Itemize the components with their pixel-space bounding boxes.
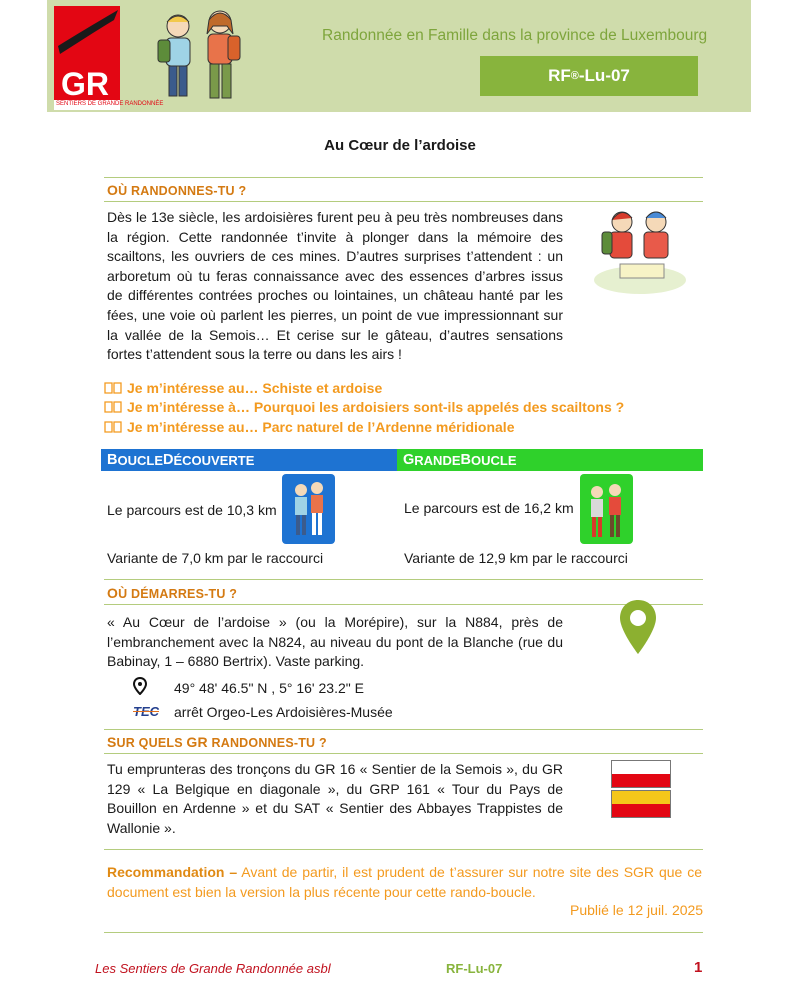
loop-grand-distance: Le parcours est de 16,2 km <box>404 500 574 516</box>
map-reading-kids-illustration-icon <box>590 198 690 298</box>
gr-paragraph: Tu emprunteras des tronçons du GR 16 « Sentier de la Semois », du GR 129 « La Belgique en diagonale », du GRP 161 « Tour du Pays de Bouillon en Ardenne » et du SAT « Sentier des Abbayes Trappistes de Wallonie ». <box>107 761 563 836</box>
grp-flag-yellow-red-icon <box>611 790 671 818</box>
location-pin-icon <box>618 598 658 656</box>
divider <box>104 849 703 850</box>
link-scailtons[interactable]: Je m’intéresse à… Pourquoi les ardoisiers sont-ils appelés des scailtons ? <box>104 398 624 418</box>
divider <box>104 729 703 730</box>
divider <box>104 932 703 933</box>
loop-discovery-variant: Variante de 7,0 km par le raccourci <box>107 550 324 566</box>
link-parc-naturel[interactable]: Je m’intéresse au… Parc naturel de l’Ardenne méridionale <box>104 417 624 437</box>
gr-logo <box>54 6 164 110</box>
recommendation-label: Recommandation – <box>107 864 238 880</box>
discovery-loop-badge <box>282 474 335 544</box>
published-date: Publié le 12 juil. 2025 <box>570 902 704 918</box>
gr-logo-text: GR <box>61 66 109 102</box>
gr-logo-subtext: SENTIERS DE GRANDE RANDONNÉE <box>56 101 164 107</box>
route-code-suffix: -Lu-07 <box>578 66 630 85</box>
open-book-icon <box>104 401 122 413</box>
loop-grand-variant: Variante de 12,9 km par le raccourci <box>404 550 628 566</box>
hikers-green-icon <box>580 474 633 544</box>
section-where-heading: OÙ RANDONNES-TU ? <box>107 182 247 198</box>
footer-organization: Les Sentiers de Grande Randonnée asbl <box>95 961 331 976</box>
route-code-registered: ® <box>570 70 579 82</box>
gps-coordinates: 49° 48' 46.5" N , 5° 16' 23.2" E <box>174 680 364 696</box>
intro-paragraph: Dès le 13e siècle, les ardoisières furent peu à peu très nombreuses dans la région. Cette randonnée t’invite à plonger dans la mémoire des scailtons, les ouvriers de ces mines. D’autres surprises t’attendent : un arboretum où tu feras connaissance avec des essences d’arbres issus de différentes contrées proches ou lointaines, un château hanté par les fées, une voie où parlent les pierres, un point de vue impressionnant sur la vallée de la Semois… Et cerise sur le gâteau, d’autres sensations fortes t’attendent sous la terre ou dans les airs ! <box>107 209 563 363</box>
hikers-blue-icon <box>282 474 335 544</box>
page-number: 1 <box>694 959 703 976</box>
gr-flag-red-white-icon <box>611 760 671 788</box>
document-title: Au Cœur de l’ardoise <box>324 137 476 154</box>
loop-discovery-distance: Le parcours est de 10,3 km <box>107 502 277 518</box>
start-paragraph: « Au Cœur de l’ardoise » (ou la Morépire), sur la N884, près de l’embranchement avec la N824, au niveau du pont de la Blanche (rue du Babinay, 1 – 6880 Bertrix). Vaste parking. <box>107 614 563 670</box>
link-schiste[interactable]: Je m’intéresse au… Schiste et ardoise <box>104 378 624 398</box>
map-marker-icon <box>133 677 147 695</box>
route-code-box <box>480 56 698 96</box>
divider <box>104 604 703 605</box>
divider <box>104 177 703 178</box>
recommendation-paragraph <box>107 863 702 902</box>
divider <box>104 753 703 754</box>
open-book-icon <box>104 421 122 433</box>
hiking-kids-illustration-icon <box>150 4 250 108</box>
interest-links <box>104 378 624 437</box>
grand-loop-badge <box>580 474 633 544</box>
footer-code: RF-Lu-07 <box>446 961 503 976</box>
tec-logo: TEC <box>133 704 159 719</box>
loop-discovery-band: B OUCLE D ÉCOUVERTE <box>101 449 397 471</box>
header-title: Randonnée en Famille dans la province de Luxembourg <box>322 27 708 44</box>
loop-grand-band: G RANDE B OUCLE <box>397 449 703 471</box>
bus-stop: arrêt Orgeo-Les Ardoisières-Musée <box>174 704 393 720</box>
section-start-heading: OÙ DÉMARRES-TU ? <box>107 585 238 601</box>
open-book-icon <box>104 382 122 394</box>
route-code-prefix: RF <box>548 66 571 85</box>
recommendation-text: Avant de partir, il est prudent de t’assurer sur notre site des SGR que ce document est bien la version la plus récente pour cette rando-boucle. <box>107 864 703 900</box>
divider <box>104 579 703 580</box>
section-gr-heading: SUR QUELS GR RANDONNES-TU ? <box>107 734 327 750</box>
